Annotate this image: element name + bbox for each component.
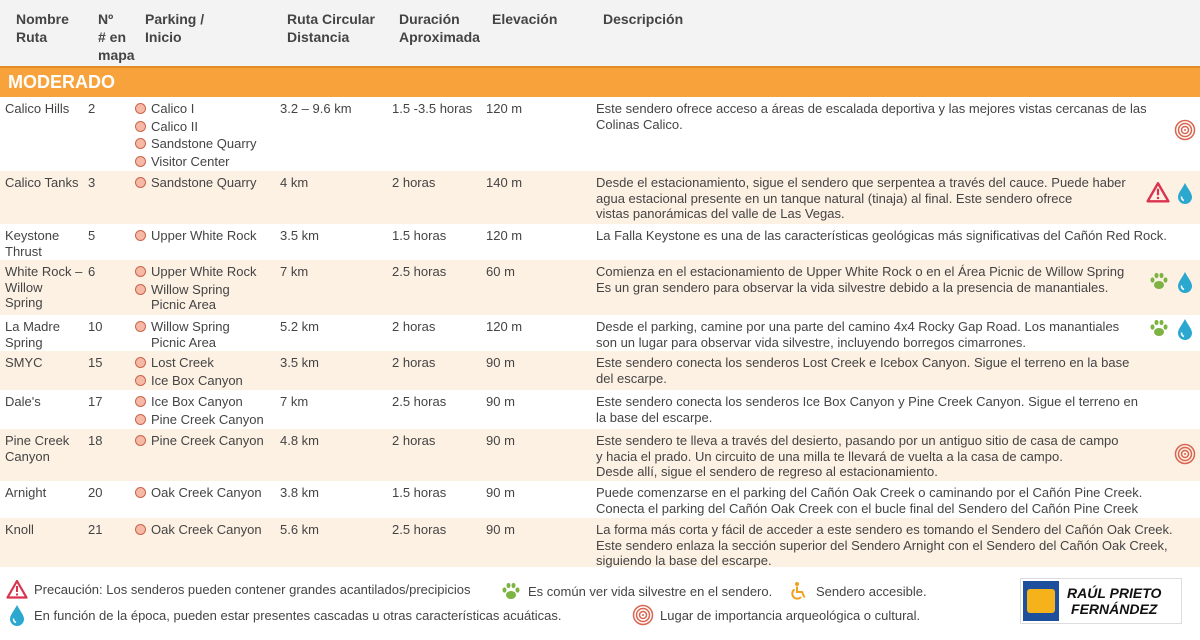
parking-label: Willow Spring Picnic Area [151,281,230,312]
header-duration: Duración Aproximada [399,11,480,45]
table-row [0,518,1200,567]
parking-item [135,355,275,371]
parking-marker-icon [135,414,146,425]
trail-name: Dale's [5,394,41,409]
parking-list [135,228,275,246]
trail-name: Keystone Thrust [5,228,60,259]
archaeology-icon [1174,443,1196,465]
elevation: 90 m [486,522,515,537]
distance: 4.8 km [280,433,320,448]
parking-list [135,355,275,390]
table-row [0,224,1200,260]
legend-water [6,604,562,626]
map-number: 5 [88,228,96,243]
header-num: Nº # en mapa [98,11,135,63]
map-number: 21 [88,522,103,537]
parking-list [135,433,275,451]
map-number: 17 [88,394,103,409]
parking-item [135,373,275,389]
legend-archaeology-text: Lugar de importancia arqueológica o cultural. [660,607,921,623]
elevation: 90 m [486,433,515,448]
legend-accessible [788,581,927,601]
description: Este sendero conecta los senderos Ice Box Canyon y Pine Creek Canyon. Sigue el terreno en la base del escarpe. [596,394,1138,425]
distance: 4 km [280,175,309,190]
elevation: 120 m [486,228,523,243]
paw-icon [1148,317,1170,341]
parking-label: Calico II [151,118,198,134]
parking-label: Pine Creek Canyon [151,411,264,427]
parking-item [135,433,275,449]
caution-icon [1146,181,1170,205]
parking-item [135,101,275,117]
header-parking: Parking / Inicio [145,11,205,45]
trail-name: White Rock – Willow Spring [5,264,83,310]
parking-label: Visitor Center [151,153,230,169]
parking-item [135,175,275,191]
parking-marker-icon [135,375,146,386]
water-icon [1174,317,1196,341]
duration: 1.5 horas [392,485,447,500]
parking-item [135,264,275,280]
paw-icon [1148,270,1170,294]
table-row [0,429,1200,481]
parking-label: Oak Creek Canyon [151,522,262,537]
logo-mark [1023,581,1059,621]
map-number: 18 [88,433,103,448]
duration: 2 horas [392,355,436,370]
trail-name: Arnight [5,485,47,500]
trail-name: La Madre Spring [5,319,60,350]
parking-list [135,522,275,540]
parking-label: Lost Creek [151,355,214,370]
legend-accessible-text: Sendero accesible. [816,583,927,599]
table-header [0,0,1200,66]
elevation: 90 m [486,394,515,409]
parking-marker-icon [135,396,146,407]
parking-item [135,319,275,350]
parking-list [135,485,275,503]
duration: 2 horas [392,175,436,190]
table-row [0,171,1200,224]
description: La forma más corta y fácil de acceder a este sendero es tomando el Sendero del Cañón Oak Creek. Este sendero enlaza la sección superior del Sendero Arnight con el Sendero del Cañón Oak Creek, siguiendo la base del escarpe. [596,522,1173,568]
parking-marker-icon [135,177,146,188]
logo-line-1: RAÚL PRIETO [1067,585,1162,601]
map-number: 3 [88,175,96,190]
description: Este sendero te lleva a través del desierto, pasando por un antiguo sitio de casa de campo y hacia el prado. Un circuito de una milla te llevará de vuelta a la casa de campo. Desde allí, sigue el sendero de regreso al estacionamiento. [596,433,1119,479]
description: Desde el parking, camine por una parte del camino 4x4 Rocky Gap Road. Los manantiales son un lugar para observar vida silvestre, incluyendo borregos cimarrones. [596,319,1120,350]
parking-label: Oak Creek Canyon [151,485,262,500]
section-moderado [0,66,1200,97]
elevation: 60 m [486,264,515,279]
header-distance: Ruta Circular Distancia [287,11,375,45]
parking-marker-icon [135,138,146,149]
parking-label: Pine Creek Canyon [151,433,264,448]
duration: 2.5 horas [392,522,447,537]
parking-marker-icon [135,524,146,535]
legend-wildlife [500,581,772,601]
archaeology-icon [1174,119,1196,141]
logo-line-2: FERNÁNDEZ [1071,601,1158,617]
parking-label: Ice Box Canyon [151,394,243,409]
parking-item [135,154,275,170]
parking-item [135,485,275,501]
trail-name: Pine Creek Canyon [5,433,70,464]
table-row [0,97,1200,171]
elevation: 90 m [486,355,515,370]
parking-label: Upper White Rock [151,264,257,279]
trail-name: Calico Tanks [5,175,79,190]
table-row [0,260,1200,315]
parking-marker-icon [135,230,146,241]
parking-label: Ice Box Canyon [151,372,243,388]
parking-label: Calico I [151,101,195,116]
parking-item [135,228,275,244]
parking-list [135,394,275,429]
parking-marker-icon [135,156,146,167]
map-number: 10 [88,319,103,334]
description: Comienza en el estacionamiento de Upper White Rock o en el Área Picnic de Willow Spring Es un gran sendero para observar la vida silvestre debido a la presencia de manantiales. [596,264,1125,295]
elevation: 120 m [486,319,523,334]
distance: 3.2 – 9.6 km [280,101,352,116]
legend-water-text: En función de la época, pueden estar presentes cascadas u otras características acuáticas. [34,607,562,623]
parking-list [135,101,275,171]
parking-item [135,394,275,410]
row-icons [1148,317,1196,341]
duration: 2 horas [392,433,436,448]
parking-label: Sandstone Quarry [151,175,257,190]
row-icons [1146,181,1196,205]
distance: 3.5 km [280,228,320,243]
water-icon [6,604,28,626]
row-icons [1148,270,1196,294]
duration: 2.5 horas [392,264,447,279]
header-elevation: Elevación [492,11,558,27]
elevation: 90 m [486,485,515,500]
table-row [0,390,1200,429]
parking-label: Upper White Rock [151,228,257,243]
parking-item [135,136,275,152]
parking-marker-icon [135,284,146,295]
parking-item [135,119,275,135]
parking-item [135,282,275,313]
description: La Falla Keystone es una de las características geológicas más significativas del Cañón Red Rock. [596,228,1167,243]
description: Puede comenzarse en el parking del Cañón Oak Creek o caminando por el Cañón Pine Creek. Conecta el parking del Cañón Oak Creek con el bucle final del Sendero del Cañón Pine Creek [596,485,1143,516]
duration: 1.5 -3.5 horas [392,101,473,116]
parking-list [135,264,275,315]
parking-item [135,522,275,538]
trail-name: Knoll [5,522,34,537]
logo-text [1067,585,1161,617]
table-row [0,351,1200,390]
caution-icon [6,579,28,599]
row-icons [1174,443,1196,465]
description: Desde el estacionamiento, sigue el sendero que serpentea a través del cauce. Puede haber agua estacional presente en un tanque natural (tinaja) al final. Este sendero ofrece vistas panorámicas del valle de Las Vegas. [596,175,1126,221]
elevation: 140 m [486,175,523,190]
trail-name: Calico Hills [5,101,70,116]
distance: 7 km [280,264,309,279]
map-number: 6 [88,264,96,279]
table-row [0,481,1200,518]
duration: 1.5 horas [392,228,447,243]
parking-list [135,319,275,352]
distance: 3.8 km [280,485,320,500]
table-row [0,315,1200,351]
legend-archaeology [632,604,920,626]
distance: 7 km [280,394,309,409]
legend-caution-text: Precaución: Los senderos pueden contener grandes acantilados/precipicios [34,581,471,597]
elevation: 120 m [486,101,523,116]
parking-marker-icon [135,103,146,114]
parking-item [135,412,275,428]
duration: 2 horas [392,319,436,334]
water-icon [1174,181,1196,205]
map-number: 20 [88,485,103,500]
parking-list [135,175,275,193]
map-number: 2 [88,101,96,116]
map-number: 15 [88,355,103,370]
legend-wildlife-text: Es común ver vida silvestre en el sendero. [528,583,773,599]
distance: 5.2 km [280,319,320,334]
parking-marker-icon [135,487,146,498]
parking-label: Sandstone Quarry [151,136,257,151]
parking-marker-icon [135,121,146,132]
header-name: Nombre Ruta [16,11,69,45]
parking-marker-icon [135,435,146,446]
paw-icon [500,581,522,601]
parking-marker-icon [135,321,146,332]
parking-marker-icon [135,266,146,277]
parking-marker-icon [135,357,146,368]
parking-label: Willow Spring Picnic Area [151,319,230,350]
legend-caution [6,579,471,599]
section-title: MODERADO [8,72,115,92]
accessible-icon [788,581,810,601]
description: Este sendero ofrece acceso a áreas de escalada deportiva y las mejores vistas cercanas de las Colinas Calico. [596,101,1147,132]
author-logo [1020,578,1182,624]
archaeology-icon [632,604,654,626]
row-icons [1174,119,1196,141]
duration: 2.5 horas [392,394,447,409]
water-icon [1174,270,1196,294]
description: Este sendero conecta los senderos Lost Creek e Icebox Canyon. Sigue el terreno en la base del escarpe. [596,355,1130,386]
trail-name: SMYC [5,355,43,370]
distance: 5.6 km [280,522,320,537]
header-description: Descripción [603,11,684,27]
distance: 3.5 km [280,355,320,370]
